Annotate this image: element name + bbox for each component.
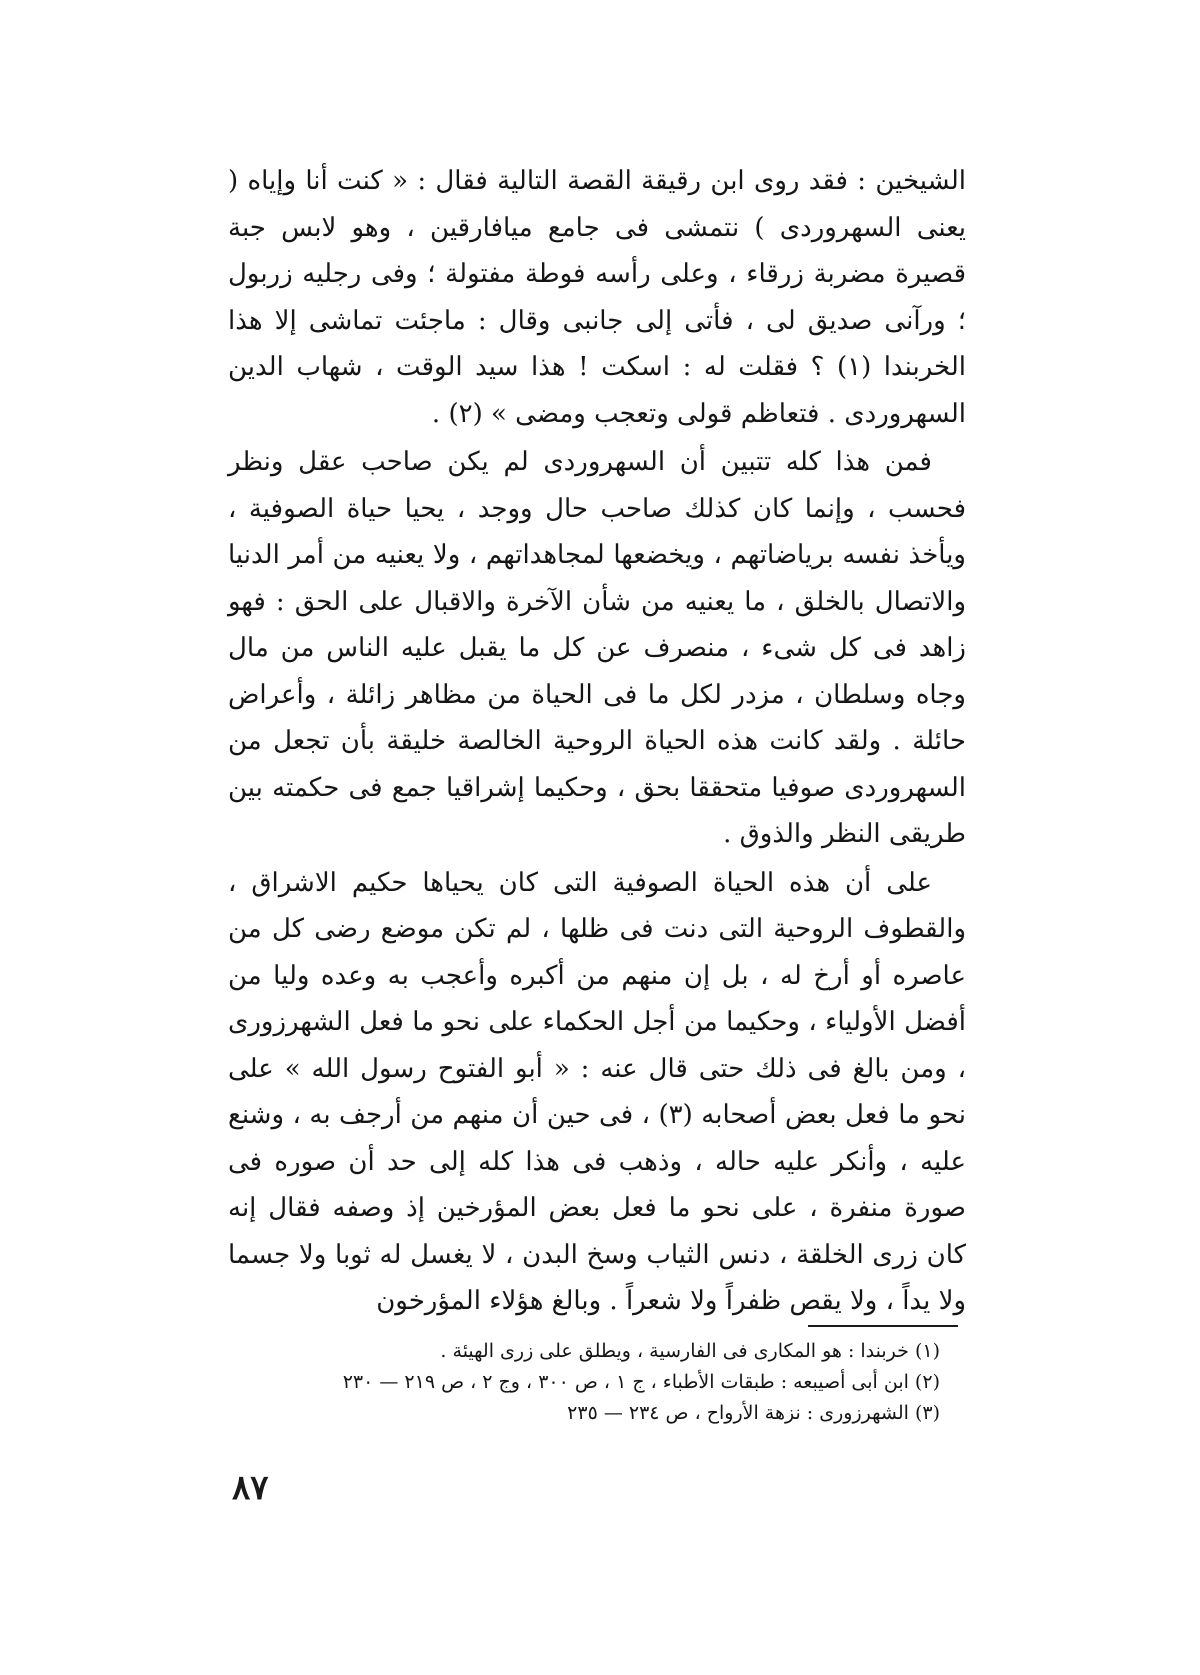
footnote-2: (٢) ابن أبى أصيبعه : طبقات الأطباء ، ج ١ ، ص ٣٠٠ ، وج ٢ ، ص ٢١٩ — ٢٣٠ bbox=[342, 1371, 940, 1393]
main-text bbox=[228, 158, 966, 1325]
footnote-divider bbox=[808, 1325, 958, 1327]
paragraph-3: على أن هذه الحياة الصوفية التى كان يحياها حكيم الاشراق ، والقطوف الروحية التى دنت فى ظلها ، لم تكن موضع رضى كل من عاصره أو أرخ له ، بل إن منهم من أكبره وأعجب به وعده وليا من أفضل الأولياء ، وحكيما من أجل الحكماء على نحو ما فعل الشهرزورى ، ومن بالغ فى ذلك حتى قال عنه : « أبو الفتوح رسول الله » على نحو ما فعل بعض أصحابه (٣) ، فى حين أن منهم من أرجف به ، وشنع عليه ، وأنكر عليه حاله ، وذهب فى هذا كله إلى حد أن صوره فى صورة منفرة ، على نحو ما فعل بعض المؤرخين إذ وصفه فقال إنه كان زرى الخلقة ، دنس الثياب وسخ البدن ، لا يغسل له ثوبا ولا جسما ولا يداً ، ولا يقص ظفراً ولا شعراً . وبالغ هؤلاء المؤرخون bbox=[228, 867, 966, 1316]
paragraph-1: الشيخين : فقد روى ابن رقيقة القصة التالية فقال : « كنت أنا وإياه ( يعنى السهروردى ) نتمشى فى جامع ميافارقين ، وهو لابس جبة قصيرة مضربة زرقاء ، وعلى رأسه فوطة مفتولة ؛ وفى رجليه زربول ؛ ورآنى صديق لى ، فأتى إلى جانبى وقال : ماجئت تماشى إلا هذا الخربندا (١) ؟ فقلت له : اسكت ! هذا سيد الوقت ، شهاب الدين السهروردى . فتعاظم قولى وتعجب ومضى » (٢) . bbox=[228, 166, 966, 429]
footnote-1: (١) خربندا : هو المكارى فى الفارسية ، ويطلق على زرى الهيئة . bbox=[440, 1340, 940, 1362]
footnote-3: (٣) الشهرزورى : نزهة الأرواح ، ص ٢٣٤ — ٢٣٥ bbox=[567, 1402, 940, 1424]
paragraph-2: فمن هذا كله تتبين أن السهروردى لم يكن صاحب عقل ونظر فحسب ، وإنما كان كذلك صاحب حال ووجد ، يحيا حياة الصوفية ، ويأخذ نفسه برياضاتهم ، ويخضعها لمجاهداتهم ، ولا يعنيه من أمر الدنيا والاتصال بالخلق ، ما يعنيه من شأن الآخرة والاقبال على الحق : فهو زاهد فى كل شىء ، منصرف عن كل ما يقبل عليه الناس من مال وجاه وسلطان ، مزدر لكل ما فى الحياة من مظاهر زائلة ، وأعراض حائلة . ولقد كانت هذه الحياة الروحية الخالصة خليقة بأن تجعل من السهروردى صوفيا متحققا بحق ، وحكيما إشراقيا جمع فى حكمته بين طريقى النظر والذوق . bbox=[228, 447, 966, 849]
footnotes bbox=[228, 1336, 940, 1429]
page-number: ٨٧ bbox=[232, 1468, 269, 1508]
